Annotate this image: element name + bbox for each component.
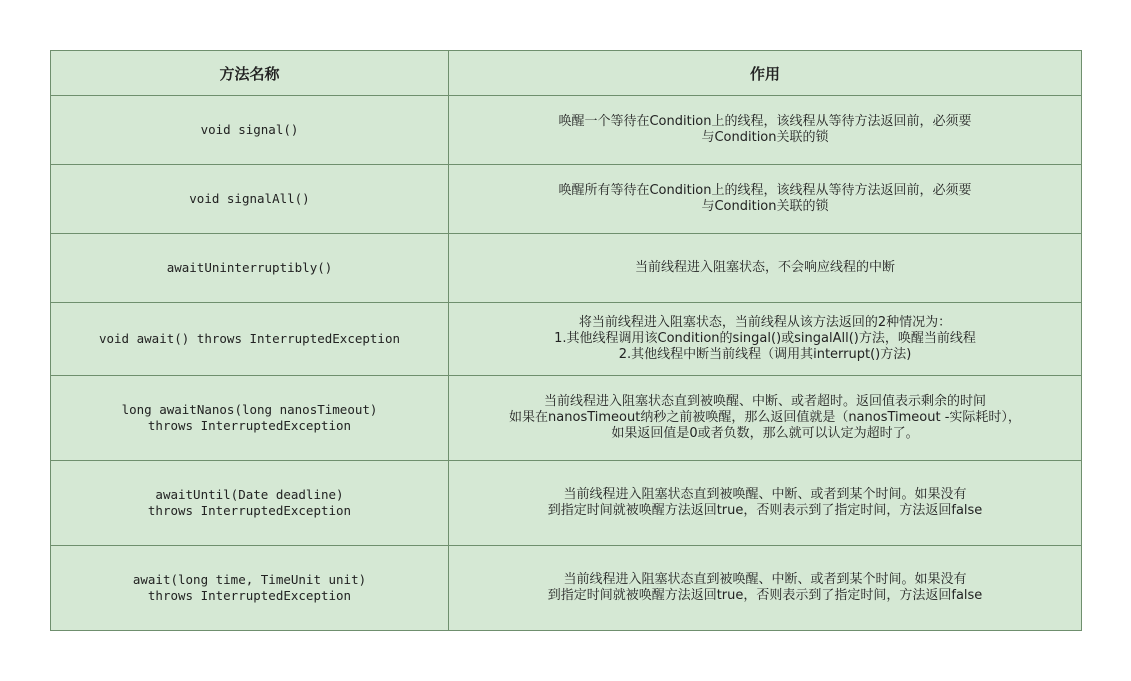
table-row <box>51 461 1082 546</box>
method-signature: throws InterruptedException <box>147 418 352 433</box>
description-line: 当前线程进入阻塞状态直到被唤醒、中断、或者到某个时间。如果没有 <box>563 572 967 587</box>
method-signature: throws InterruptedException <box>147 588 352 603</box>
table-row <box>51 165 1082 234</box>
method-cell <box>51 96 449 165</box>
condition-methods-table <box>50 50 1082 631</box>
description-line: 到指定时间就被唤醒方法返回true，否则表示到了指定时间，方法返回false <box>547 503 983 518</box>
description-line: 与Condition关联的锁 <box>701 130 829 145</box>
method-cell <box>51 376 449 461</box>
description-line: 当前线程进入阻塞状态直到被唤醒、中断、或者到某个时间。如果没有 <box>563 487 967 502</box>
table-row <box>51 303 1082 376</box>
method-signature: await(long time, TimeUnit unit) <box>132 572 367 587</box>
description-cell <box>449 165 1082 234</box>
method-cell <box>51 546 449 631</box>
table-header-row <box>51 51 1082 96</box>
description-cell <box>449 234 1082 303</box>
description-cell <box>449 303 1082 376</box>
description-line: 唤醒所有等待在Condition上的线程，该线程从等待方法返回前，必须要 <box>558 183 972 198</box>
table-row <box>51 546 1082 631</box>
method-signature: throws InterruptedException <box>147 503 352 518</box>
method-signature: awaitUntil(Date deadline) <box>155 487 344 502</box>
method-cell <box>51 234 449 303</box>
description-line: 当前线程进入阻塞状态，不会响应线程的中断 <box>634 260 895 275</box>
description-line: 到指定时间就被唤醒方法返回true，否则表示到了指定时间，方法返回false <box>547 588 983 603</box>
description-cell <box>449 546 1082 631</box>
method-cell <box>51 461 449 546</box>
method-cell <box>51 165 449 234</box>
description-line: 1.其他线程调用该Condition的singal()或singalAll()方法，唤醒当前线程 <box>554 331 976 346</box>
method-signature: awaitUninterruptibly() <box>166 260 333 275</box>
table-row <box>51 96 1082 165</box>
method-cell <box>51 303 449 376</box>
table-row <box>51 234 1082 303</box>
description-line: 如果返回值是0或者负数，那么就可以认定为超时了。 <box>611 426 919 441</box>
description-cell <box>449 376 1082 461</box>
header-purpose: 作用 <box>449 51 1082 96</box>
method-signature: long awaitNanos(long nanosTimeout) <box>121 402 378 417</box>
header-method-name: 方法名称 <box>51 51 449 96</box>
table-row <box>51 376 1082 461</box>
method-signature: void signalAll() <box>189 191 310 206</box>
description-line: 如果在nanosTimeout纳秒之前被唤醒，那么返回值就是（nanosTimeout -实际耗时）， <box>509 410 1021 425</box>
description-cell <box>449 461 1082 546</box>
method-signature: void await() throws InterruptedException <box>98 331 401 346</box>
method-signature: void signal() <box>200 122 299 137</box>
description-line: 与Condition关联的锁 <box>701 199 829 214</box>
description-line: 当前线程进入阻塞状态直到被唤醒、中断、或者超时。返回值表示剩余的时间 <box>543 394 986 409</box>
description-line: 唤醒一个等待在Condition上的线程，该线程从等待方法返回前，必须要 <box>558 114 972 129</box>
description-line: 将当前线程进入阻塞状态，当前线程从该方法返回的2种情况为： <box>578 315 952 330</box>
description-cell <box>449 96 1082 165</box>
description-line: 2.其他线程中断当前线程（调用其interrupt()方法) <box>618 347 912 362</box>
